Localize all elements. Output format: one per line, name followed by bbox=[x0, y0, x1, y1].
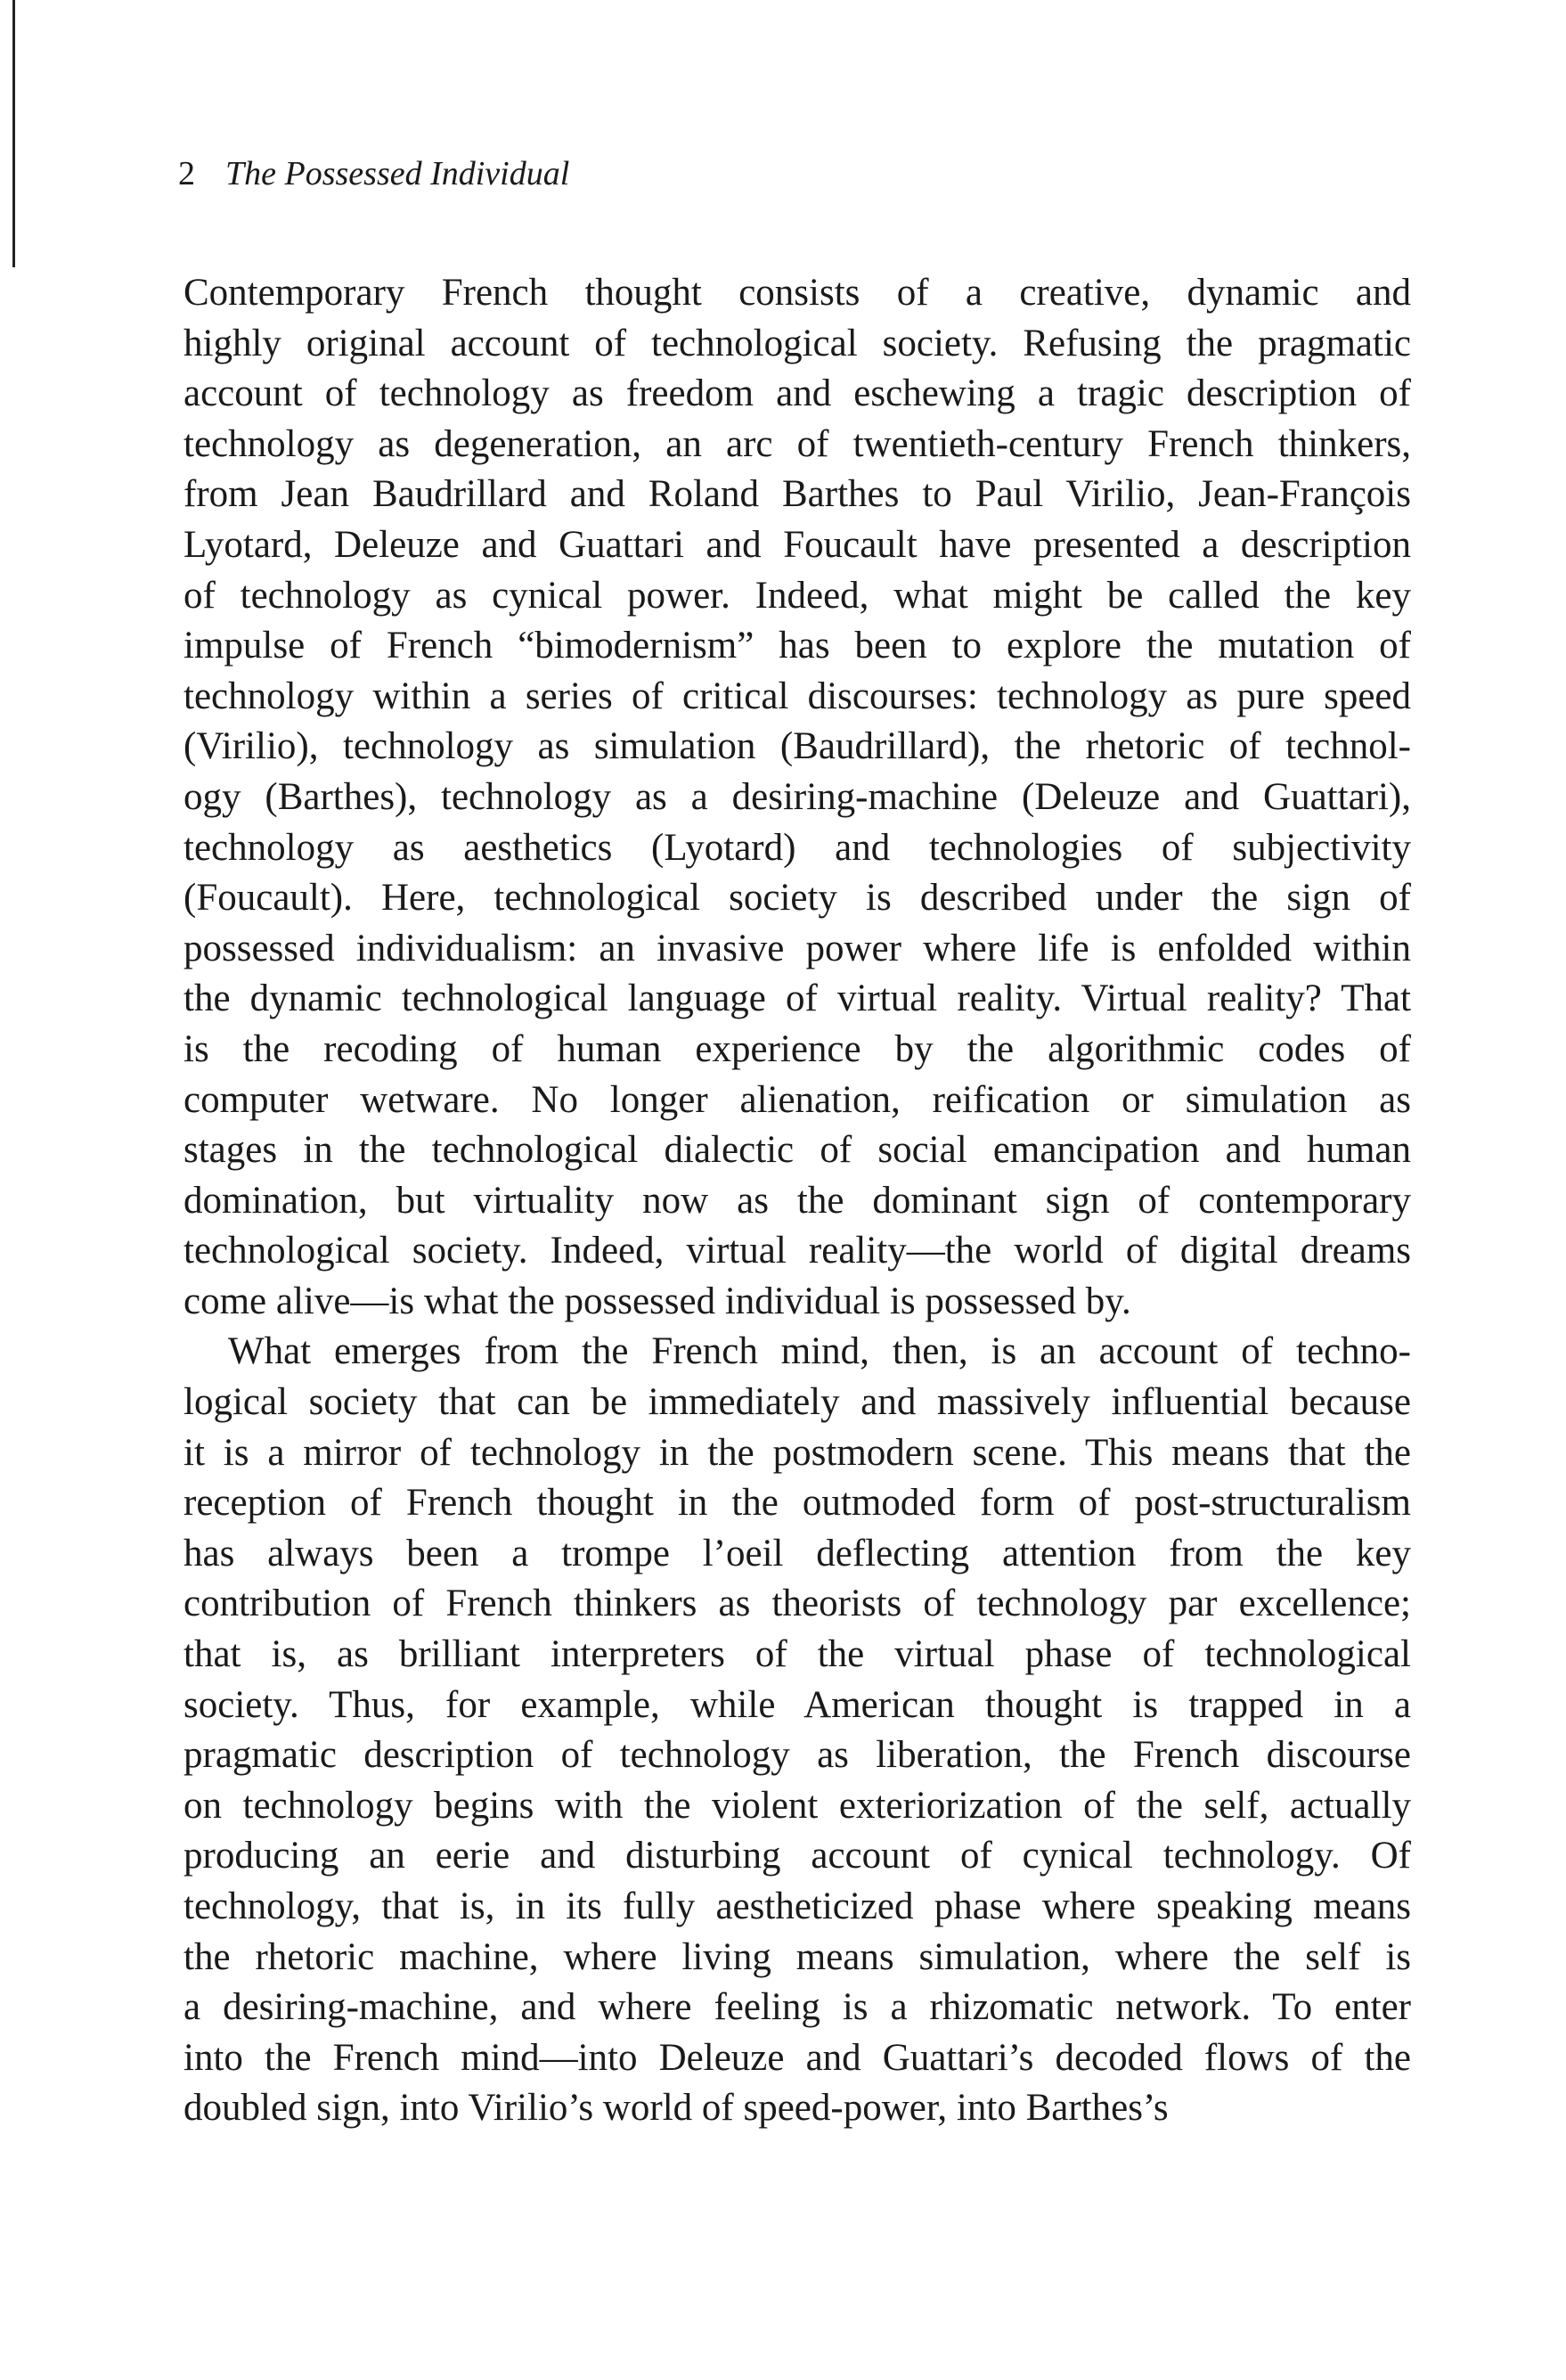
text-line: possessed individualism: an invasive power where life is enfolded within bbox=[184, 927, 1411, 969]
paragraph bbox=[184, 268, 1411, 1327]
paragraph bbox=[184, 1327, 1411, 2134]
text-line: (Foucault). Here, technological society is described under the sign of bbox=[184, 877, 1411, 920]
book-title: The Possessed Individual bbox=[225, 155, 570, 192]
text-line: into the French mind—into Deleuze and Guattari’s decoded flows of the bbox=[184, 2036, 1411, 2079]
page-edge-line bbox=[12, 0, 15, 267]
text-line: from Jean Baudrillard and Roland Barthes to Paul Virilio, Jean-François bbox=[184, 473, 1411, 516]
text-line: (Virilio), technology as simulation (Baudrillard), the rhetoric of technol- bbox=[184, 725, 1411, 768]
text-line: of technology as cynical power. Indeed, what might be called the key bbox=[184, 574, 1411, 617]
text-line: Contemporary French thought consists of a creative, dynamic and bbox=[184, 272, 1411, 314]
text-line: ogy (Barthes), technology as a desiring-machine (Deleuze and Guattari), bbox=[184, 775, 1411, 818]
text-line: is the recoding of human experience by the algorithmic codes of bbox=[184, 1027, 1411, 1070]
text-line: society. Thus, for example, while American thought is trapped in a bbox=[184, 1683, 1411, 1726]
text-line: the rhetoric machine, where living means simulation, where the self is bbox=[184, 1935, 1411, 1978]
text-line: highly original account of technological society. Refusing the pragmatic bbox=[184, 322, 1411, 364]
text-line: a desiring-machine, and where feeling is a rhizomatic network. To enter bbox=[184, 1986, 1411, 2029]
text-line: What emerges from the French mind, then, is an account of techno- bbox=[228, 1330, 1411, 1373]
running-head bbox=[178, 151, 569, 196]
text-line: impulse of French “bimodernism” has been to explore the mutation of bbox=[184, 625, 1411, 667]
text-line: computer wetware. No longer alienation, reification or simulation as bbox=[184, 1078, 1411, 1121]
text-line: logical society that can be immediately and massively influential because bbox=[184, 1381, 1411, 1424]
text-line: technological society. Indeed, virtual reality—the world of digital dreams bbox=[184, 1230, 1411, 1272]
text-line: technology within a series of critical discourses: technology as pure speed bbox=[184, 675, 1411, 717]
text-line: the dynamic technological language of virtual reality. Virtual reality? That bbox=[184, 977, 1411, 1020]
text-line: technology as degeneration, an arc of twentieth-century French thinkers, bbox=[184, 422, 1411, 465]
page-number: 2 bbox=[178, 155, 195, 192]
text-line: contribution of French thinkers as theorists of technology par excellence; bbox=[184, 1583, 1411, 1625]
text-line: that is, as brilliant interpreters of the virtual phase of technological bbox=[184, 1633, 1411, 1676]
text-line: pragmatic description of technology as liberation, the French discourse bbox=[184, 1734, 1411, 1777]
text-line: has always been a trompe l’oeil deflecting attention from the key bbox=[184, 1532, 1411, 1574]
text-line: reception of French thought in the outmoded form of post-structuralism bbox=[184, 1482, 1411, 1525]
text-line: producing an eerie and disturbing account of cynical technology. Of bbox=[184, 1835, 1411, 1877]
body-text bbox=[184, 268, 1411, 2134]
text-line: domination, but virtuality now as the dominant sign of contemporary bbox=[184, 1179, 1411, 1222]
text-line: technology, that is, in its fully aestheticized phase where speaking means bbox=[184, 1885, 1411, 1927]
text-line: on technology begins with the violent exteriorization of the self, actually bbox=[184, 1784, 1411, 1827]
text-line: Lyotard, Deleuze and Guattari and Foucault have presented a description bbox=[184, 523, 1411, 566]
text-line: stages in the technological dialectic of social emancipation and human bbox=[184, 1129, 1411, 1172]
text-line: it is a mirror of technology in the postmodern scene. This means that the bbox=[184, 1431, 1411, 1474]
text-line: come alive—is what the possessed individual is possessed by. bbox=[184, 1280, 1131, 1322]
text-line: technology as aesthetics (Lyotard) and technologies of subjectivity bbox=[184, 826, 1411, 869]
text-line: doubled sign, into Virilio’s world of speed-power, into Barthes’s bbox=[184, 2087, 1169, 2130]
text-line: account of technology as freedom and eschewing a tragic description of bbox=[184, 372, 1411, 415]
